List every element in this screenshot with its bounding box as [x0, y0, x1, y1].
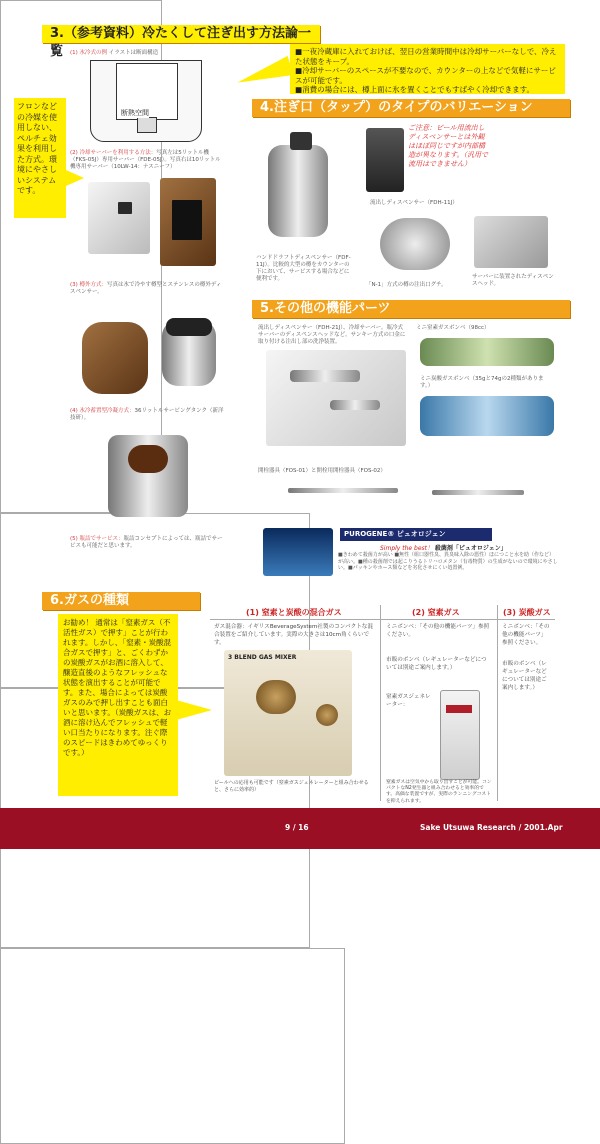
caption-5: (5) 瓶詰でサービス：瓶詰コンセプトによっては、瓶詰でサービスも可能だと思います。: [70, 536, 223, 549]
note-peltier: フロンなどの冷媒を使用しない、ペルチェ効果を利用した方式。環境にやさしいシステムです。: [14, 98, 66, 218]
section6-title: 6.ガスの種類: [42, 592, 200, 610]
gas-col2-mini: ミニボンベ：「その他の機能パーツ」参照ください。: [386, 624, 490, 638]
gas-col1-text: ガス混合器：イギリスBeverageSystem社製のコンパクトな混合装置をご紹介しています。実際の大きさは10cm角くらいです。: [214, 624, 373, 646]
opener-tool-2: [432, 490, 524, 495]
purogene-water-photo: [263, 528, 333, 576]
section5-title: 5.その他の機能パーツ: [252, 300, 570, 318]
purogene-desc: ■きわめて殺菌力が高い ■無性（組口器性臭、異臭味入除の悪性）ほにつこと水を助（作など）が高い。■種の殺菌剤では起こりうるトリハロメタン（有毒物質）の生成がないので環境にやさしい。■パッキンやホース類などを劣化させにくい処置例。: [338, 552, 558, 571]
gas-col2-market: 市販のボンベ（レギュレーターなどについては別途ご案内します。）: [386, 657, 487, 671]
co2-cylinder-photo: [420, 396, 554, 436]
page-number: 9 / 16: [285, 823, 309, 832]
caption-mini-co2: ミニ炭酸ガスボンベ（35gと74gの2種類があります。）: [420, 376, 544, 389]
gas-table: [0, 948, 345, 1144]
server-head-photo: [474, 216, 548, 268]
caption-pipe-tools: 開栓器具（FOS-01）と開栓用開栓器具（FOS-02）: [258, 468, 386, 474]
caption-4: (4) 氷冷蓄置型冷凝方式：36リットルサービングタンク（新洋技研）。: [70, 408, 224, 421]
caption-mini-n2: ミニ窒素ガスボンベ（98cc）: [416, 325, 490, 331]
dispenser-parts-photo: [266, 350, 406, 446]
ice-diagram: [90, 60, 202, 142]
gas-col3-header: (3) 炭酸ガス: [503, 608, 551, 617]
gas-col3-market: 市販のボンベ（レギュレーターなどについては別途ご案内します。）: [502, 661, 547, 691]
ice-label: 断熱空間: [121, 109, 149, 117]
caption-2: (2) 冷却サーバーを利用する方法：写真左は5リットル機（FKS-05J）専用サーバー（FDE-05J）。写真右は10リットル機専用サーバー（10LW-14：ナスニーフ）: [70, 150, 221, 170]
caption-n1: 「N-1」方式の樽の注出口グチ。: [366, 282, 447, 288]
barrel-photo: [82, 322, 148, 394]
section3-title: 3.（参考資料）冷たくして注ぎ出す方法論一覧: [42, 25, 320, 43]
section4-title: 4.注ぎ口（タップ）のタイプのバリエーション: [252, 99, 570, 117]
purogene-subtitle: Simply the best！ 殺菌剤「ピュオロジェン」: [380, 545, 507, 552]
caution-note: ご注意：ビール用流出しディスペンサーとは外観はほぼ同じですが内部構造が異なります。（汎用で流用はできません）: [408, 124, 488, 168]
cooling-server-photo-1: [88, 182, 150, 254]
note-peltier-pointer: [66, 170, 84, 186]
note-gas-pointer: [176, 700, 212, 720]
gas-col1-footnote: ビールへの応用も可能です（窒素ガスジェネレーターと組み合わせると、さらに効率的）: [214, 780, 369, 793]
n2-cylinder-photo: [420, 338, 554, 366]
note-gas-recommend: お勧め！ 通常は「窒素ガス（不活性ガス）で押す」ことが行われます。しかし、「窒素・炭酸混合ガスで押す」と、ごくわずかの炭酸ガスがお酒に溶入して、醸造直後のようなフレッシュな状態を演出することが可能です。また、場合によっては炭酸ガスのみで押し出すことも面白いと思います。（炭酸ガスは、お酒に溶け込んでフレッシュで軽い口当たりになります。注ぐ際のスピードはきわめてゆっくりです。）: [58, 614, 178, 796]
gas-col1-header: (1) 窒素と炭酸の混合ガス: [246, 608, 342, 617]
caption-hand-draft: ハンドドラフトディスペンサー（FDF-11J）。比較的大型の樽をカウンターの下において、サービスする場合などに便利です。: [256, 255, 351, 282]
opener-tool-1: [288, 488, 398, 493]
purogene-brand: PUROGENE® ピュオロジェン: [340, 528, 492, 541]
outflow-dispenser-photo: [366, 128, 404, 192]
gas-col3-mini: ミニボンベ：「その他の機能パーツ」参照ください。: [502, 624, 550, 646]
note-ice-pointer: [234, 56, 293, 92]
note-ice-keep: ■一夜冷蔵庫に入れておけば、翌日の営業時間中は冷却サーバーなしで、冷えた状態をキープ。 ■冷却サーバーのスペースが不要なので、カウンターの上などで気軽にサービスが可能です。 ■消費の場合には、樽上面に氷を置くことでもすばやく冷却できます。: [290, 44, 565, 94]
gas-col2-generator-desc: 窒素ガスは空気中から取り出すことが可能。コンパクトなN2発生器と組み合わせると効率的です。高価な装置ですが、実際のランニングコストを抑えられます。: [386, 780, 492, 804]
caption-server: サーバーに装置されたディスペンスヘッド。: [472, 274, 554, 287]
n2-generator-photo: [440, 690, 480, 780]
n1-keg-photo: [380, 218, 450, 270]
hand-draft-dispenser-photo: [268, 145, 328, 237]
caption-outflow-parts: 流出しディスペンサー（FDH-21J）、冷却サーバー。瓶冷式サーバーのディスペンスヘッドなど。サンキー方式の口金に取り付ける注出し部の洗浄装置。: [258, 325, 406, 345]
caption-1: (1) 氷冷式の例 イラストは断面構造: [70, 50, 159, 56]
gas-mixer-label: 3 BLEND GAS MIXER: [228, 654, 297, 661]
footer-bar: [0, 808, 600, 849]
gas-col2-header: (2) 窒素ガス: [412, 608, 460, 617]
caption-3: (3) 樽外方式：写真は氷で冷やす樽型とステンレスの樽外ディスペンサー。: [70, 282, 222, 295]
footer-credit: Sake Utsuwa Research / 2001.Apr: [420, 823, 563, 832]
gas-col2-generator: 窒素ガスジェネレーター：: [386, 694, 431, 708]
caption-outflow: 流出しディスペンサー（FDH-11J）: [370, 200, 458, 206]
